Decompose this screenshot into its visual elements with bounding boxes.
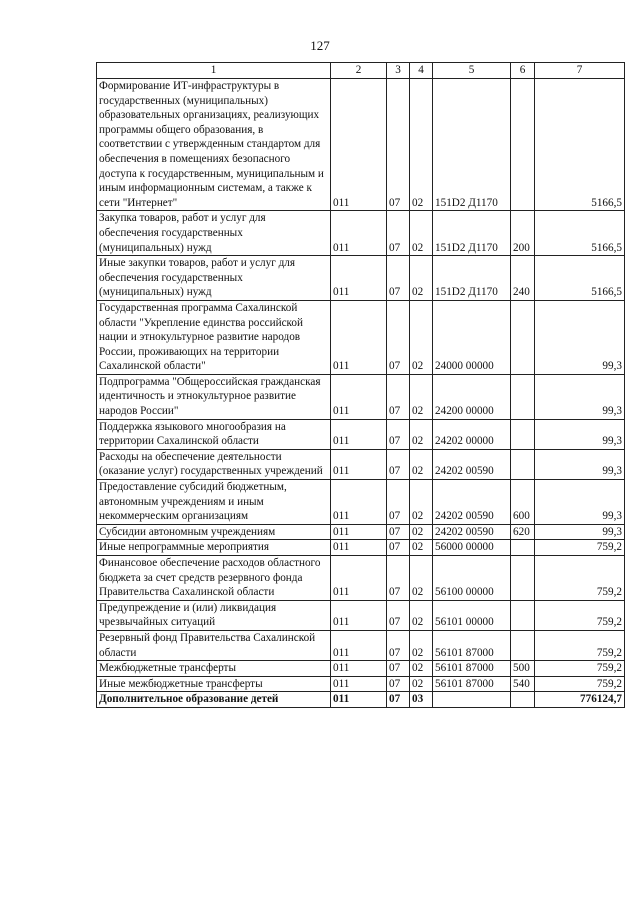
budget-table xyxy=(96,62,625,708)
row-rz-cell: 07 xyxy=(387,630,410,660)
row-sum-cell: 99,3 xyxy=(535,449,625,479)
row-rz-cell: 07 xyxy=(387,300,410,374)
row-csr-cell: 24000 00000 xyxy=(433,300,511,374)
row-gl-cell: 011 xyxy=(331,300,387,374)
table-row xyxy=(97,449,625,479)
header-cell: 3 xyxy=(387,63,410,79)
row-pr-cell: 03 xyxy=(410,692,433,708)
row-gl-cell: 011 xyxy=(331,374,387,419)
row-name-cell: Субсидии автономным учреждениям xyxy=(97,524,331,540)
row-pr-cell: 02 xyxy=(410,419,433,449)
row-vr-cell xyxy=(511,630,535,660)
row-gl-cell: 011 xyxy=(331,630,387,660)
table-row xyxy=(97,256,625,301)
row-rz-cell: 07 xyxy=(387,480,410,525)
table-row xyxy=(97,630,625,660)
row-gl-cell: 011 xyxy=(331,211,387,256)
row-sum-cell: 759,2 xyxy=(535,556,625,601)
row-vr-cell xyxy=(511,374,535,419)
row-rz-cell: 07 xyxy=(387,524,410,540)
row-gl-cell: 011 xyxy=(331,556,387,601)
row-csr-cell: 56000 00000 xyxy=(433,540,511,556)
row-rz-cell: 07 xyxy=(387,692,410,708)
row-csr-cell: 24202 00590 xyxy=(433,524,511,540)
row-pr-cell: 02 xyxy=(410,374,433,419)
row-sum-cell: 99,3 xyxy=(535,524,625,540)
row-rz-cell: 07 xyxy=(387,556,410,601)
row-rz-cell: 07 xyxy=(387,419,410,449)
row-rz-cell: 07 xyxy=(387,540,410,556)
row-vr-cell xyxy=(511,556,535,601)
table-row xyxy=(97,692,625,708)
row-gl-cell: 011 xyxy=(331,480,387,525)
row-pr-cell: 02 xyxy=(410,540,433,556)
row-name-cell: Финансовое обеспечение расходов областного бюджета за счет средств резервного фонда Правительства Сахалинской области xyxy=(97,556,331,601)
row-gl-cell: 011 xyxy=(331,661,387,677)
row-pr-cell: 02 xyxy=(410,600,433,630)
row-vr-cell: 240 xyxy=(511,256,535,301)
row-rz-cell: 07 xyxy=(387,676,410,692)
row-gl-cell: 011 xyxy=(331,449,387,479)
table-row xyxy=(97,374,625,419)
row-sum-cell: 99,3 xyxy=(535,374,625,419)
row-name-cell: Дополнительное образование детей xyxy=(97,692,331,708)
row-vr-cell: 500 xyxy=(511,661,535,677)
row-pr-cell: 02 xyxy=(410,79,433,211)
row-pr-cell: 02 xyxy=(410,524,433,540)
row-name-cell: Формирование ИТ-инфраструктуры в государственных (муниципальных) образовательных организациях, реализующих программы общего образования, в соответствии с утвержденным стандартом для обеспечения в помещениях безопасного доступа к государственным, муниципальным и иным информационным системам, а также к сети "Интернет" xyxy=(97,79,331,211)
row-csr-cell: 24200 00000 xyxy=(433,374,511,419)
row-name-cell: Закупка товаров, работ и услуг для обеспечения государственных (муниципальных) нужд xyxy=(97,211,331,256)
row-name-cell: Резервный фонд Правительства Сахалинской области xyxy=(97,630,331,660)
header-cell: 5 xyxy=(433,63,511,79)
row-name-cell: Предоставление субсидий бюджетным, автономным учреждениям и иным некоммерческим организациям xyxy=(97,480,331,525)
row-sum-cell: 759,2 xyxy=(535,540,625,556)
row-sum-cell: 5166,5 xyxy=(535,256,625,301)
page-number: 127 xyxy=(310,38,330,53)
row-rz-cell: 07 xyxy=(387,374,410,419)
header-cell: 6 xyxy=(511,63,535,79)
row-gl-cell: 011 xyxy=(331,419,387,449)
row-name-cell: Иные закупки товаров, работ и услуг для обеспечения государственных (муниципальных) нужд xyxy=(97,256,331,301)
row-csr-cell: 151D2 Д1170 xyxy=(433,211,511,256)
row-name-cell: Государственная программа Сахалинской области "Укрепление единства российской нации и этнокультурное развитие народов России, проживающих на территории Сахалинской области" xyxy=(97,300,331,374)
row-csr-cell: 56101 00000 xyxy=(433,600,511,630)
row-csr-cell xyxy=(433,692,511,708)
table-row xyxy=(97,419,625,449)
row-gl-cell: 011 xyxy=(331,676,387,692)
table-header-row xyxy=(97,63,625,79)
row-csr-cell: 24202 00590 xyxy=(433,449,511,479)
row-rz-cell: 07 xyxy=(387,79,410,211)
row-vr-cell: 620 xyxy=(511,524,535,540)
row-pr-cell: 02 xyxy=(410,661,433,677)
header-cell: 4 xyxy=(410,63,433,79)
row-pr-cell: 02 xyxy=(410,256,433,301)
row-vr-cell xyxy=(511,540,535,556)
row-sum-cell: 5166,5 xyxy=(535,79,625,211)
row-name-cell: Иные межбюджетные трансферты xyxy=(97,676,331,692)
row-vr-cell: 600 xyxy=(511,480,535,525)
row-pr-cell: 02 xyxy=(410,556,433,601)
table-row xyxy=(97,79,625,211)
row-gl-cell: 011 xyxy=(331,692,387,708)
row-rz-cell: 07 xyxy=(387,211,410,256)
row-vr-cell xyxy=(511,692,535,708)
table-row xyxy=(97,540,625,556)
row-sum-cell: 776124,7 xyxy=(535,692,625,708)
header-cell: 7 xyxy=(535,63,625,79)
row-csr-cell: 24202 00000 xyxy=(433,419,511,449)
table-row xyxy=(97,211,625,256)
row-sum-cell: 759,2 xyxy=(535,600,625,630)
row-rz-cell: 07 xyxy=(387,449,410,479)
table-row xyxy=(97,300,625,374)
row-name-cell: Расходы на обеспечение деятельности (оказание услуг) государственных учреждений xyxy=(97,449,331,479)
row-rz-cell: 07 xyxy=(387,256,410,301)
table-row xyxy=(97,524,625,540)
row-csr-cell: 151D2 Д1170 xyxy=(433,256,511,301)
row-name-cell: Подпрограмма "Общероссийская гражданская идентичность и этнокультурное развитие народов России" xyxy=(97,374,331,419)
row-gl-cell: 011 xyxy=(331,600,387,630)
row-vr-cell xyxy=(511,419,535,449)
row-rz-cell: 07 xyxy=(387,600,410,630)
row-sum-cell: 99,3 xyxy=(535,419,625,449)
header-cell: 1 xyxy=(97,63,331,79)
row-name-cell: Предупреждение и (или) ликвидация чрезвычайных ситуаций xyxy=(97,600,331,630)
row-vr-cell xyxy=(511,79,535,211)
row-csr-cell: 56100 00000 xyxy=(433,556,511,601)
row-pr-cell: 02 xyxy=(410,300,433,374)
table-row xyxy=(97,661,625,677)
row-vr-cell xyxy=(511,300,535,374)
row-rz-cell: 07 xyxy=(387,661,410,677)
row-csr-cell: 56101 87000 xyxy=(433,661,511,677)
row-vr-cell: 540 xyxy=(511,676,535,692)
row-sum-cell: 759,2 xyxy=(535,661,625,677)
row-pr-cell: 02 xyxy=(410,449,433,479)
row-sum-cell: 5166,5 xyxy=(535,211,625,256)
row-gl-cell: 011 xyxy=(331,79,387,211)
row-csr-cell: 24202 00590 xyxy=(433,480,511,525)
table-row xyxy=(97,556,625,601)
row-csr-cell: 151D2 Д1170 xyxy=(433,79,511,211)
row-pr-cell: 02 xyxy=(410,630,433,660)
row-name-cell: Поддержка языкового многообразия на территории Сахалинской области xyxy=(97,419,331,449)
row-vr-cell xyxy=(511,449,535,479)
table-row xyxy=(97,600,625,630)
table-row xyxy=(97,480,625,525)
row-name-cell: Межбюджетные трансферты xyxy=(97,661,331,677)
row-gl-cell: 011 xyxy=(331,524,387,540)
row-sum-cell: 99,3 xyxy=(535,480,625,525)
row-pr-cell: 02 xyxy=(410,480,433,525)
row-sum-cell: 759,2 xyxy=(535,676,625,692)
row-csr-cell: 56101 87000 xyxy=(433,676,511,692)
row-vr-cell: 200 xyxy=(511,211,535,256)
row-vr-cell xyxy=(511,600,535,630)
row-gl-cell: 011 xyxy=(331,256,387,301)
table-row xyxy=(97,676,625,692)
row-csr-cell: 56101 87000 xyxy=(433,630,511,660)
row-gl-cell: 011 xyxy=(331,540,387,556)
row-name-cell: Иные непрограммные мероприятия xyxy=(97,540,331,556)
row-pr-cell: 02 xyxy=(410,211,433,256)
header-cell: 2 xyxy=(331,63,387,79)
row-sum-cell: 99,3 xyxy=(535,300,625,374)
row-pr-cell: 02 xyxy=(410,676,433,692)
row-sum-cell: 759,2 xyxy=(535,630,625,660)
